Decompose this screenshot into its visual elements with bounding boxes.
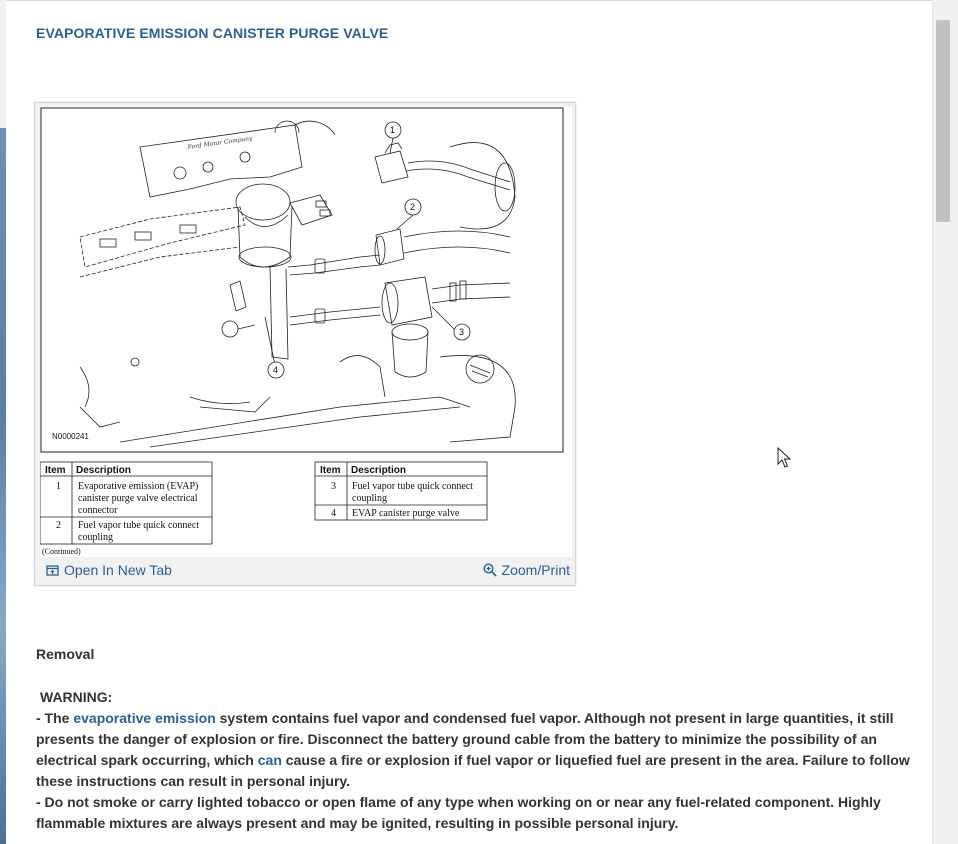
svg-text:3: 3 [459,327,465,337]
callout-3 [454,324,470,340]
left-table-header-item: Item [45,465,66,476]
right-table-row-2-item: 4 [331,508,336,519]
illustration-svg [40,107,572,557]
left-table-row-1-line-2: canister purge valve electrical [78,493,198,504]
scrollbar-thumb[interactable] [936,20,950,222]
left-table-row-2-line-1: Fuel vapor tube quick connect [78,520,200,531]
open-in-new-tab-link[interactable] [46,562,172,578]
svg-text:1: 1 [390,125,396,135]
left-table-row-1-line-1: Evaporative emission (EVAP) [78,481,199,492]
illustration-code: N0000241 [52,432,89,441]
figure-card [34,102,576,586]
scroll-up-area[interactable] [933,0,953,18]
callout-2 [405,199,421,215]
evaporative-emission-link[interactable]: evaporative emission [73,710,216,726]
removal-heading: Removal [36,646,95,662]
ford-logo-script: Ford Motor Company [187,134,253,151]
left-table-row-1-line-3: connector [78,505,118,516]
warning-label: WARNING: [40,689,113,705]
mouse-cursor-icon [777,447,791,469]
warning-block [36,687,916,834]
right-table-header-description: Description [351,465,407,476]
svg-text:2: 2 [410,202,416,212]
left-table-row-2-item: 2 [56,520,61,531]
callout-4 [268,362,284,378]
left-table-header-description: Description [76,465,132,476]
warning-p1-prefix: - The [36,710,74,726]
can-link[interactable]: can [257,752,282,768]
left-table-row-2-line-2: coupling [78,532,113,543]
left-table-row-1-item: 1 [56,481,61,492]
right-table-row-1-line-2: coupling [352,493,387,504]
svg-text:4: 4 [273,365,279,375]
warning-p1-text-1: system contains fuel vapor and condensed fuel vapor. Although not present in large quantities, it still presents the danger of explosion or fire. Disconnect the battery ground cable from the battery to minimize the possibility of an electrical spark occurring, which [36,710,894,768]
open-in-new-tab-icon [46,564,59,577]
warning-paragraph-2: - Do not smoke or carry lighted tobacco or open flame of any type when working on or near any fuel-related component. Highly flammable mixtures are always present and may be ignited, resulting in possible personal injury. [36,794,881,831]
zoom-print-link[interactable] [483,562,570,578]
service-illustration[interactable] [40,107,572,557]
right-table-row-2-line-1: EVAP canister purge valve [352,508,460,519]
zoom-print-label: Zoom/Print [501,562,570,578]
callout-1 [385,122,401,138]
document-content [6,0,932,844]
page-title: EVAPORATIVE EMISSION CANISTER PURGE VALVE [36,25,389,41]
vertical-scrollbar[interactable] [932,0,958,844]
continued-label: (Continued) [42,547,81,556]
right-table-row-1-item: 3 [331,481,336,492]
right-table-row-1-line-1: Fuel vapor tube quick connect [352,481,474,492]
zoom-in-icon [483,563,497,577]
warning-p1-text-2: cause a fire or explosion if fuel vapor or liquefied fuel are present in the area. Failure to follow these instructions can result in personal injury. [36,752,910,789]
warning-paragraph-1 [36,708,916,792]
right-table-header-item: Item [320,465,341,476]
top-border [6,0,932,1]
open-in-new-tab-label: Open In New Tab [64,562,172,578]
figure-toolbar [40,558,572,582]
